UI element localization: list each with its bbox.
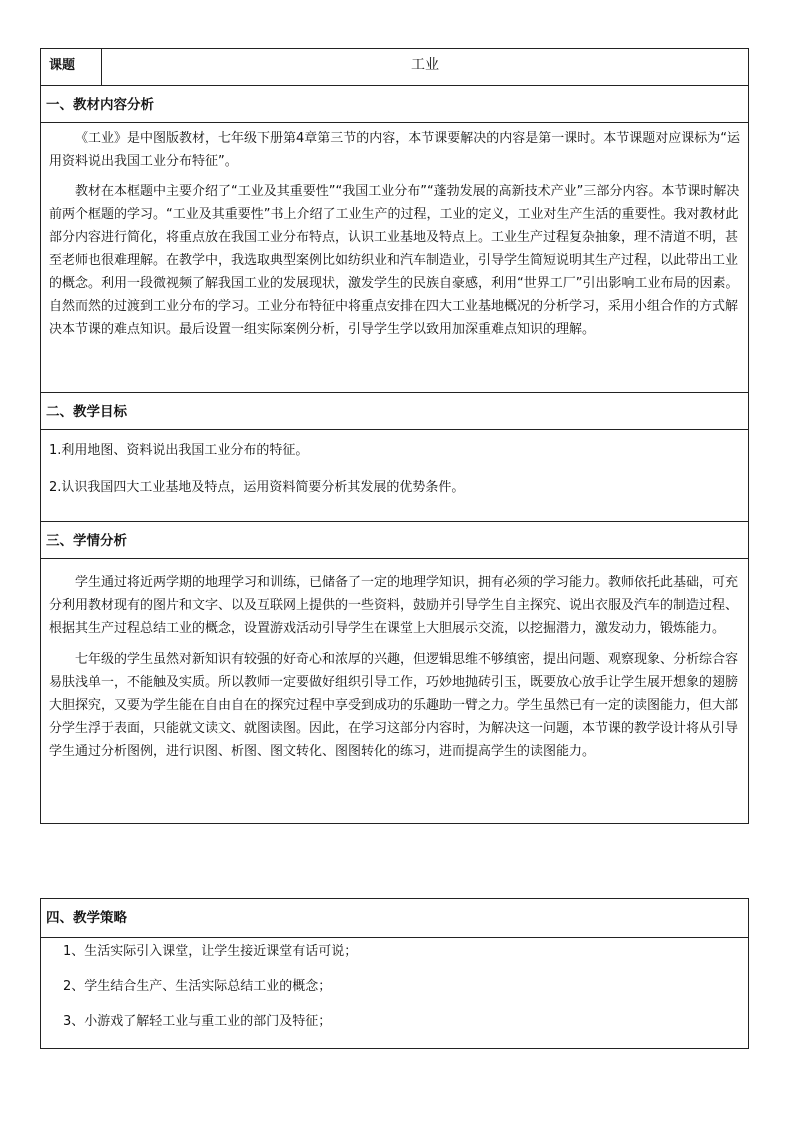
section-body-teaching-strategy xyxy=(41,937,748,1048)
strategy-item: 2、学生结合生产、生活实际总结工业的概念； xyxy=(63,979,332,994)
section-heading-teaching-goals: 二、教学目标 xyxy=(41,392,748,429)
paragraph: 学生通过将近两学期的地理学习和训练，已储备了一定的地理学知识，拥有必须的学习能力。教师依托此基础，可充分利用教材现有的图片和文字、以及互联网上提供的一些资料，鼓励并引导学生自主探究、说出衣服及汽车的制造过程、根据其生产过程总结工业的概念，设置游戏活动引导学生在课堂上大胆展示交流，以挖掘潜力，激发动力，锻炼能力。 xyxy=(49,575,739,636)
topic-title: 工业 xyxy=(411,57,439,73)
section-heading-student-analysis: 三、学情分析 xyxy=(41,521,748,558)
strategy-item: 1、生活实际引入课堂，让学生接近课堂有话可说； xyxy=(63,944,358,959)
strategy-table xyxy=(40,898,749,1049)
section-body-student-analysis xyxy=(41,558,748,825)
lesson-plan-table xyxy=(40,48,749,824)
goal-item: 1.利用地图、资料说出我国工业分布的特征。 xyxy=(49,443,309,458)
paragraph: 《工业》是中图版教材，七年级下册第4章第三节的内容，本节课要解决的内容是第一课时。本节课题对应课标为“运用资料说出我国工业分布特征”。 xyxy=(49,131,741,169)
topic-label: 课题 xyxy=(41,49,102,85)
topic-row xyxy=(41,49,748,85)
paragraph: 七年级的学生虽然对新知识有较强的好奇心和浓厚的兴趣，但逻辑思维不够缜密，提出问题、观察现象、分析综合容易肤浅单一，不能触及实质。所以教师一定要做好组织引导工作，巧妙地抛砖引玉，既要放心放手让学生展开想象的翅膀大胆探究，又要为学生能在自由自在的探究过程中享受到成功的乐趣助一臂之力。学生虽然已有一定的读图能力，但大部分学生浮于表面，只能就文读文、就图读图。因此，在学习这部分内容时，为解决这一问题，本节课的教学设计将从引导学生通过分析图例，进行识图、析图、图文转化、图图转化的练习，进而提高学生的读图能力。 xyxy=(49,652,739,759)
goal-item: 2.认识我国四大工业基地及特点，运用资料简要分析其发展的优势条件。 xyxy=(49,480,465,495)
section-heading-textbook-analysis: 一、教材内容分析 xyxy=(41,85,748,122)
section-heading-teaching-strategy: 四、教学策略 xyxy=(46,910,127,926)
section-body-textbook-analysis xyxy=(41,122,748,392)
section-body-teaching-goals xyxy=(41,429,748,521)
strategy-item: 3、小游戏了解轻工业与重工业的部门及特征； xyxy=(63,1014,332,1029)
paragraph: 教材在本框题中主要介绍了“工业及其重要性”“我国工业分布”“蓬勃发展的高新技术产业”三部分内容。本节课时解决前两个框题的学习。“工业及其重要性”书上介绍了工业生产的过程，工业的定义，工业对生产生活的重要性。我对教材此部分内容进行简化，将重点放在我国工业分布特点，认识工业基地及特点上。工业生产过程复杂抽象，理不清道不明，甚至老师也很难理解。在教学中，我选取典型案例比如纺织业和汽车制造业，引导学生简短说明其生产过程，以此带出工业的概念。利用一段微视频了解我国工业的发展现状，激发学生的民族自豪感，利用“世界工厂”引出影响工业布局的因素。自然而然的过渡到工业分布的学习。工业分布特征中将重点安排在四大工业基地概况的分析学习，采用小组合作的方式解决本节课的难点知识。最后设置一组实际案例分析，引导学生学以致用加深重难点知识的理解。 xyxy=(49,184,740,337)
